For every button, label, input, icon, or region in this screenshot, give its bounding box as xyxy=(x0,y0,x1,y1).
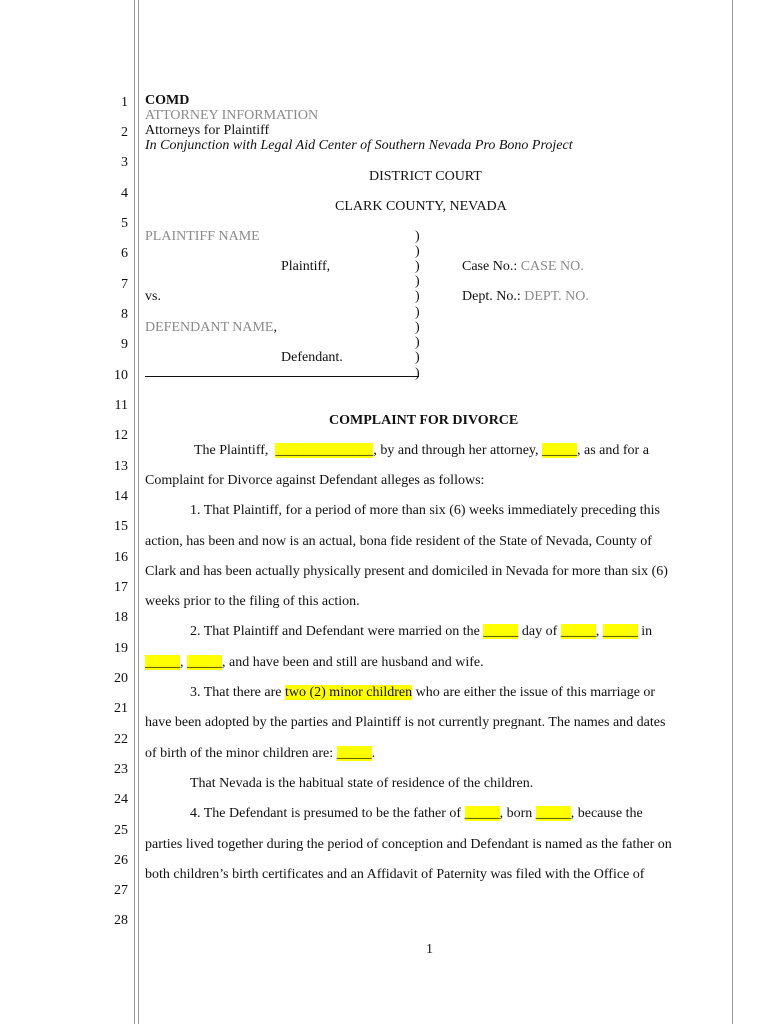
para-2-text: , and have been and still are husband and wife. xyxy=(222,655,484,670)
habitual-residence-line: That Nevada is the habitual state of residence of the children. xyxy=(190,776,534,791)
vs-label: vs. xyxy=(145,289,161,304)
line-number: 27 xyxy=(114,883,128,898)
para-4-text: , because the xyxy=(570,806,643,821)
attorney-information: ATTORNEY INFORMATION xyxy=(145,108,319,123)
para-1-line-2: action, has been and now is an actual, bona fide resident of the State of Nevada, County of xyxy=(145,534,652,549)
dept-no-label: Dept. No.: xyxy=(462,289,521,304)
case-number xyxy=(462,259,584,275)
attorney-blank: _____ xyxy=(542,443,578,458)
dept-no-value: DEPT. NO. xyxy=(524,289,589,304)
line-number: 5 xyxy=(121,216,128,231)
line-number: 8 xyxy=(121,307,128,322)
caption-paren: ) xyxy=(415,320,420,335)
caption-paren: ) xyxy=(415,366,420,381)
margin-line-left-inner xyxy=(138,0,139,1024)
margin-line-left-outer xyxy=(134,0,135,1024)
line-number: 2 xyxy=(121,125,128,140)
doc-code: COMD xyxy=(145,93,190,108)
intro-line-1 xyxy=(194,443,649,459)
line-number: 10 xyxy=(114,368,128,383)
marriage-year-blank: _____ xyxy=(602,624,638,639)
line-number: 19 xyxy=(114,641,128,656)
para-2-line-1 xyxy=(190,624,652,640)
para-4-text: 4. The Defendant is presumed to be the father of xyxy=(190,806,462,821)
line-number: 3 xyxy=(121,155,128,170)
line-number: 20 xyxy=(114,671,128,686)
conjunction-line: In Conjunction with Legal Aid Center of Southern Nevada Pro Bono Project xyxy=(145,138,573,153)
defendant-label: Defendant. xyxy=(281,350,343,365)
line-number: 25 xyxy=(114,823,128,838)
marriage-day-blank: _____ xyxy=(483,624,519,639)
caption-paren: ) xyxy=(415,259,420,274)
line-number: 12 xyxy=(114,428,128,443)
para-2-text: day of xyxy=(521,624,558,639)
line-number: 21 xyxy=(114,701,128,716)
court-name: DISTRICT COURT xyxy=(369,169,482,184)
court-county: CLARK COUNTY, NEVADA xyxy=(335,199,507,214)
caption-paren: ) xyxy=(415,305,420,320)
para-4-line-3: both children’s birth certificates and an Affidavit of Paternity was filed with the Office of xyxy=(145,867,645,882)
line-number: 26 xyxy=(114,853,128,868)
page-number: 1 xyxy=(426,942,433,957)
line-number: 7 xyxy=(121,277,128,292)
line-number: 6 xyxy=(121,246,128,261)
line-number: 1 xyxy=(121,95,128,110)
caption-paren: ) xyxy=(415,274,420,289)
para-3-text: of birth of the minor children are: xyxy=(145,746,334,761)
para-3-line-2: have been adopted by the parties and Plaintiff is not currently pregnant. The names and dates xyxy=(145,715,666,730)
child-birth-blank: _____ xyxy=(535,806,571,821)
para-2-text: , xyxy=(180,655,184,670)
intro-text: , by and through her attorney, xyxy=(373,443,539,458)
line-number: 9 xyxy=(121,337,128,352)
caption-underline xyxy=(145,376,419,377)
line-number: 15 xyxy=(114,519,128,534)
attorneys-for-plaintiff: Attorneys for Plaintiff xyxy=(145,123,270,138)
line-number: 14 xyxy=(114,489,128,504)
marriage-city-blank: _____ xyxy=(145,655,180,670)
plaintiff-blank: ______________ xyxy=(275,443,374,458)
plaintiff-name: PLAINTIFF NAME xyxy=(145,229,260,244)
para-1-line-4: weeks prior to the filing of this action. xyxy=(145,594,360,609)
intro-line-2: Complaint for Divorce against Defendant alleges as follows: xyxy=(145,473,485,488)
para-4-line-1 xyxy=(190,806,643,822)
intro-text: , as and for a xyxy=(577,443,649,458)
caption-paren: ) xyxy=(415,244,420,259)
caption-paren: ) xyxy=(415,289,420,304)
dept-number xyxy=(462,289,589,305)
case-no-value: CASE NO. xyxy=(520,259,584,274)
child-name-blank: _____ xyxy=(464,806,500,821)
line-number: 13 xyxy=(114,459,128,474)
para-3-line-1 xyxy=(190,685,655,701)
line-number: 16 xyxy=(114,550,128,565)
para-1-line-1: 1. That Plaintiff, for a period of more than six (6) weeks immediately preceding this xyxy=(190,503,660,518)
para-3-line-3 xyxy=(145,746,375,762)
caption-paren: ) xyxy=(415,350,420,365)
para-2-text: in xyxy=(641,624,653,639)
line-number: 17 xyxy=(114,580,128,595)
defendant-comma: , xyxy=(273,320,277,335)
line-number: 11 xyxy=(114,398,128,413)
para-4-line-2: parties lived together during the period of conception and Defendant is named as the father on xyxy=(145,837,672,852)
para-3-text: who are either the issue of this marriage or xyxy=(415,685,656,700)
caption-paren: ) xyxy=(415,229,420,244)
complaint-title: COMPLAINT FOR DIVORCE xyxy=(329,413,519,428)
minor-children-highlight: two (2) minor children xyxy=(284,685,413,700)
children-names-blank: _____ xyxy=(336,746,372,761)
line-number: 28 xyxy=(114,913,128,928)
para-2-line-2 xyxy=(145,655,484,671)
marriage-state-blank: _____ xyxy=(187,655,222,670)
caption-paren: ) xyxy=(415,335,420,350)
plaintiff-label: Plaintiff, xyxy=(281,259,331,274)
defendant-name-line xyxy=(145,320,277,336)
para-2-text: 2. That Plaintiff and Defendant were married on the xyxy=(190,624,480,639)
para-4-text: , born xyxy=(499,806,533,821)
line-number: 24 xyxy=(114,792,128,807)
line-number: 18 xyxy=(114,610,128,625)
line-number: 23 xyxy=(114,762,128,777)
intro-text: The Plaintiff, xyxy=(194,443,269,458)
marriage-month-blank: _____ xyxy=(560,624,596,639)
para-3-text: . xyxy=(371,746,376,761)
case-no-label: Case No.: xyxy=(462,259,518,274)
defendant-name: DEFENDANT NAME xyxy=(145,320,274,335)
para-3-text: 3. That there are xyxy=(190,685,282,700)
line-number: 22 xyxy=(114,732,128,747)
para-1-line-3: Clark and has been actually physically present and domiciled in Nevada for more than six (6) xyxy=(145,564,668,579)
line-number: 4 xyxy=(121,186,128,201)
margin-line-right xyxy=(732,0,733,1024)
para-2-text: , xyxy=(595,624,600,639)
